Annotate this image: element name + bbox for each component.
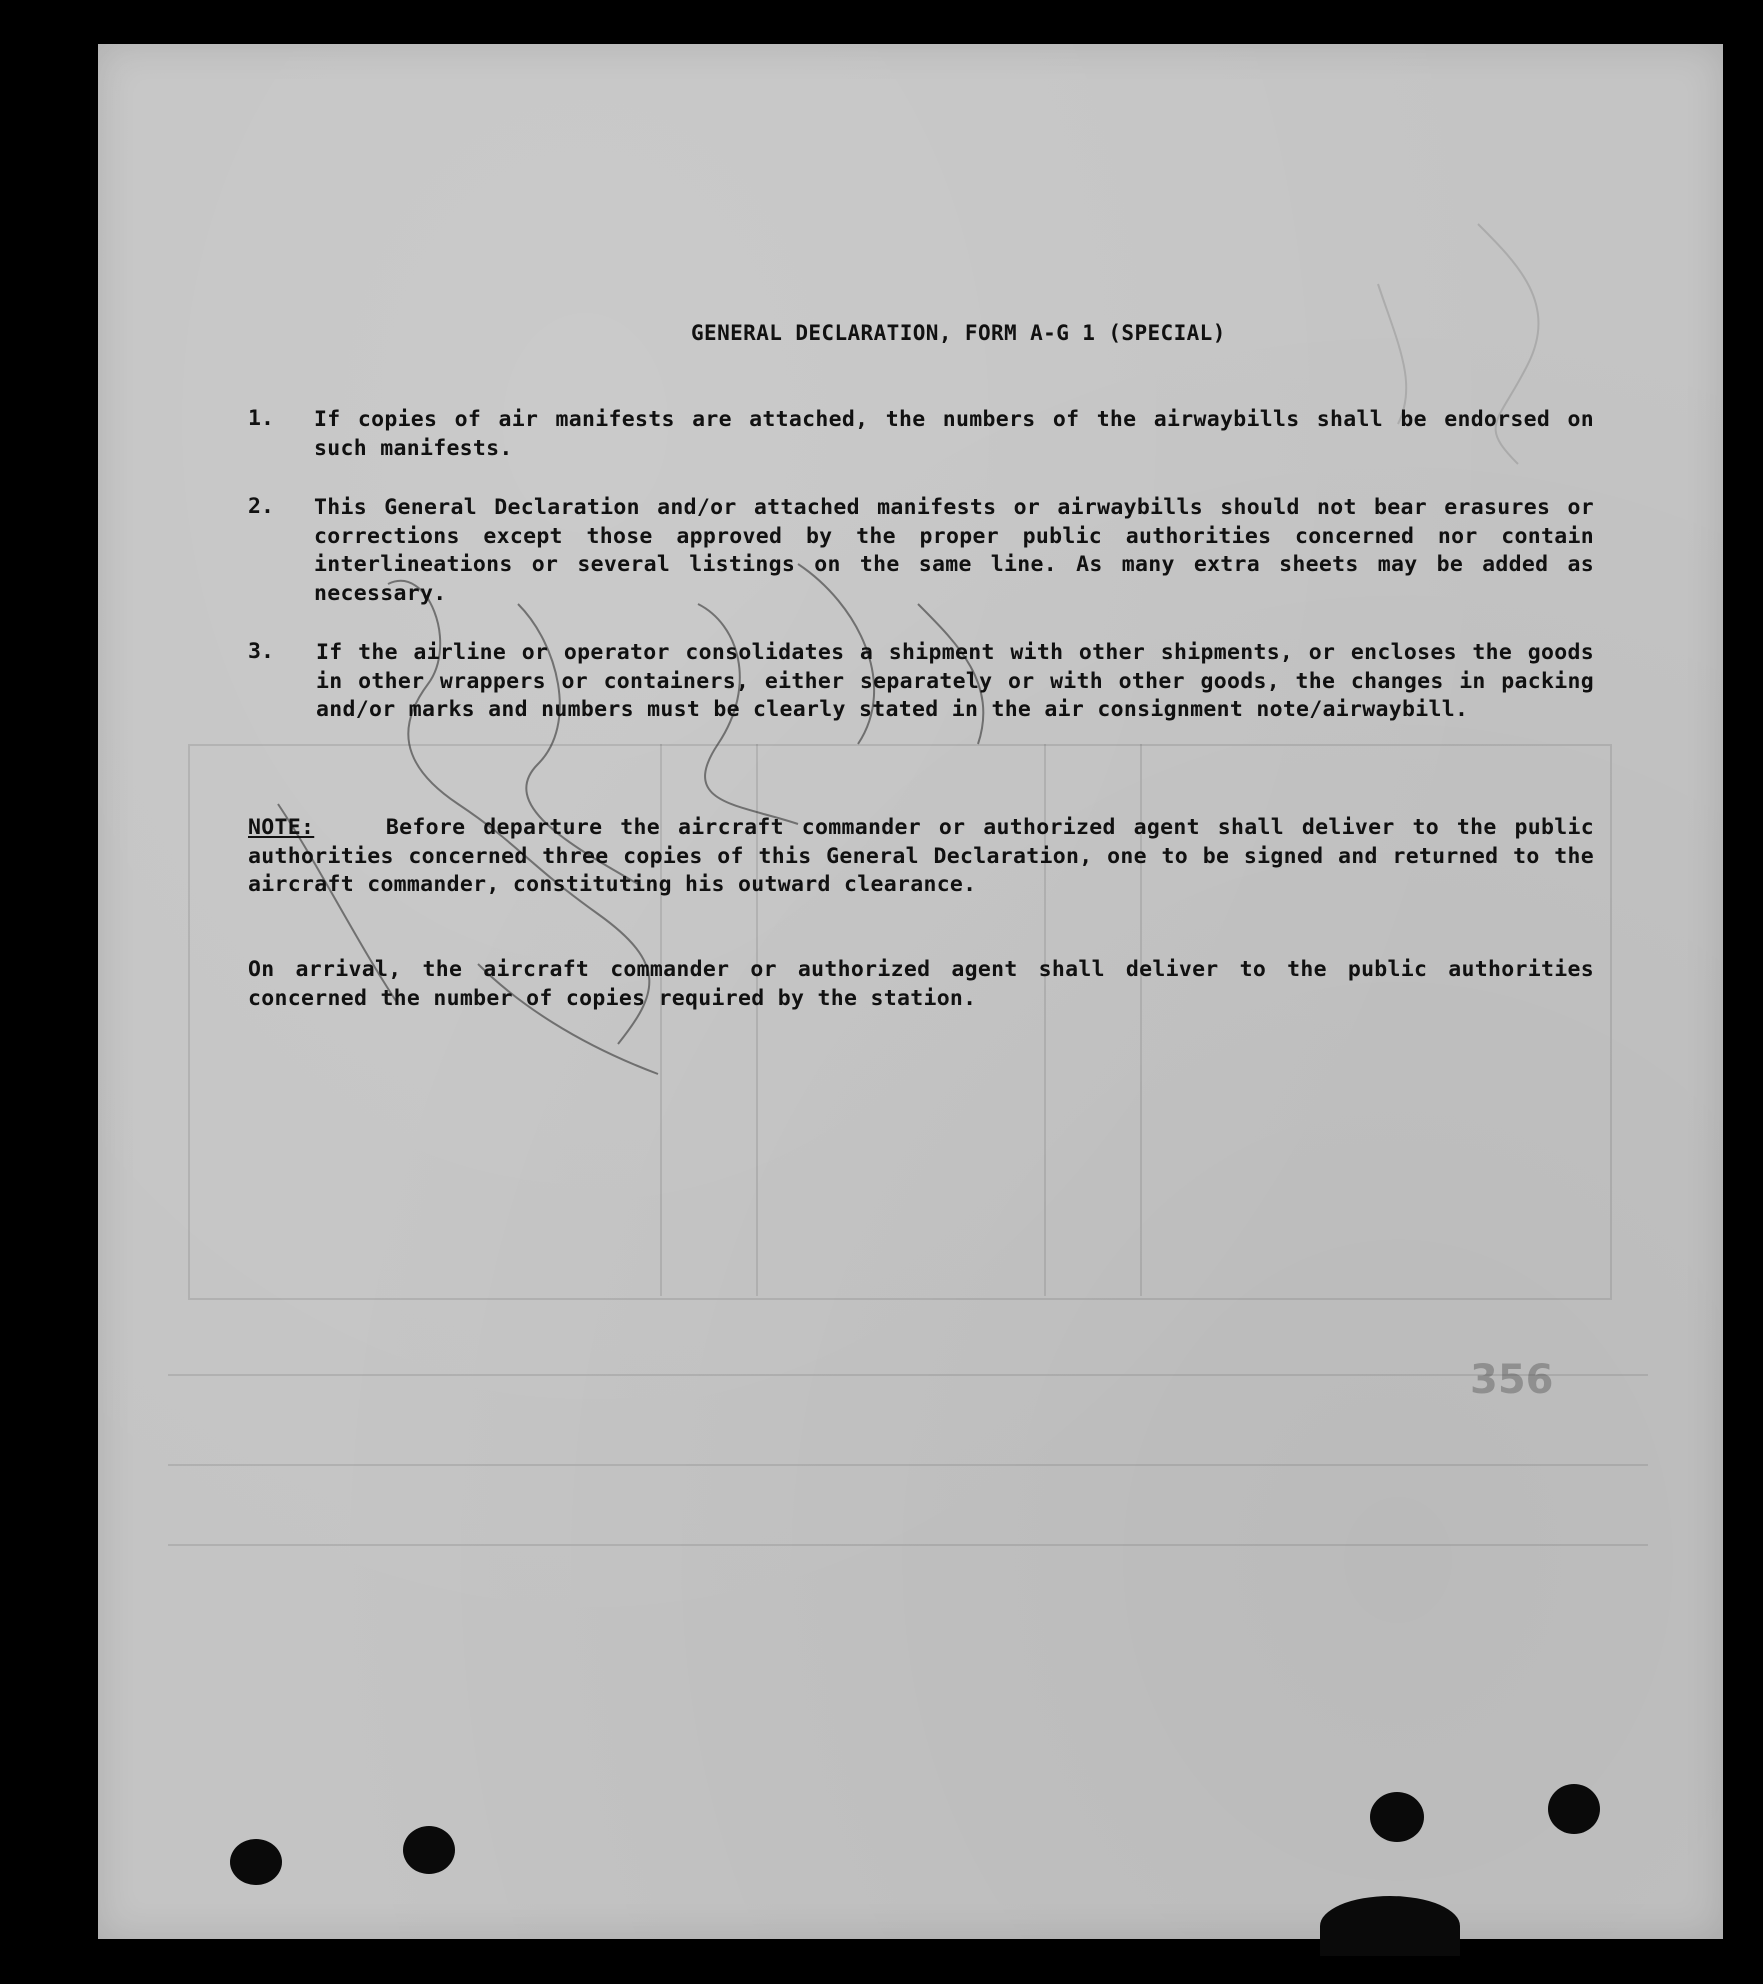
note-paragraph bbox=[248, 814, 1594, 900]
punch-hole bbox=[230, 1839, 282, 1885]
document-sheet bbox=[98, 44, 1723, 1939]
torn-edge bbox=[1320, 1896, 1460, 1956]
punch-hole bbox=[1548, 1784, 1600, 1834]
item-number: 3. bbox=[248, 639, 274, 664]
page-stamp: 356 bbox=[1470, 1357, 1554, 1403]
item-text: This General Declaration and/or attached manifests or airwaybills should not bear erasures or corrections except those approved by the proper public authorities concerned nor contain interlineations or several listings on the same line. As many extra sheets may be added as necessary. bbox=[314, 495, 1594, 606]
item-text: If the airline or operator consolidates a shipment with other shipments, or encloses the goods in other wrappers or containers, either separately or with other goods, the changes in packing and/or marks and numbers must be clearly stated in the air consignment note/airwaybill. bbox=[316, 640, 1594, 722]
punch-hole bbox=[1370, 1792, 1424, 1842]
item-text: If copies of air manifests are attached, the numbers of the airwaybills shall be endorsed on such manifests. bbox=[314, 407, 1594, 461]
note-label: NOTE: bbox=[248, 815, 315, 840]
document-title: GENERAL DECLARATION, FORM A-G 1 (SPECIAL) bbox=[691, 321, 1226, 345]
note-text: Before departure the aircraft commander or authorized agent shall deliver to the public authorities concerned three copies of this General Declaration, one to be signed and returned to the aircraft commander, constituting his outward clearance. bbox=[248, 815, 1594, 897]
item-number: 2. bbox=[248, 494, 274, 519]
punch-hole bbox=[403, 1826, 455, 1874]
item-number: 1. bbox=[248, 406, 274, 431]
arrival-paragraph: On arrival, the aircraft commander or authorized agent shall deliver to the public authorities concerned the number of copies required by the station. bbox=[248, 957, 1594, 1011]
